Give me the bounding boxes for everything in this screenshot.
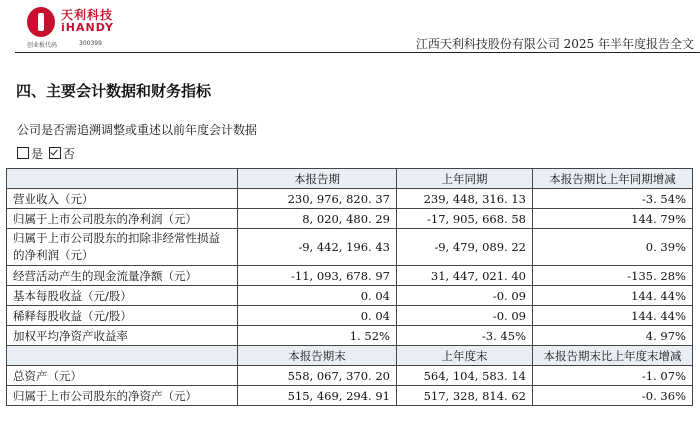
row-label: 归属于上市公司股东的净利润（元） <box>7 209 238 229</box>
cell-value: 0. 39% <box>533 229 693 266</box>
cell-value: 558, 067, 370. 20 <box>238 366 397 386</box>
table-row <box>7 189 693 209</box>
cell-value: 144. 79% <box>533 209 693 229</box>
header-cell <box>7 169 238 189</box>
cell-value: 1. 52% <box>238 326 397 346</box>
row-label: 归属于上市公司股东的净资产（元） <box>7 386 238 406</box>
table-row <box>7 266 693 286</box>
cell-value: 230, 976, 820. 37 <box>238 189 397 209</box>
table2-header-row <box>7 346 693 366</box>
cell-value: 0. 04 <box>238 306 397 326</box>
table-row <box>7 366 693 386</box>
cell-value: -9, 442, 196. 43 <box>238 229 397 266</box>
table1-header-row <box>7 169 693 189</box>
cell-value: -3. 45% <box>397 326 533 346</box>
row-label: 归属于上市公司股东的扣除非经常性损益的净利润（元） <box>7 229 238 266</box>
page-header <box>0 0 700 56</box>
header-cell: 上年度末 <box>397 346 533 366</box>
table-row <box>7 386 693 406</box>
cell-value: 8, 020, 480. 29 <box>238 209 397 229</box>
cell-value: -17, 905, 668. 58 <box>397 209 533 229</box>
table-row <box>7 229 693 266</box>
cell-value: -9, 479, 089. 22 <box>397 229 533 266</box>
row-label: 稀释每股收益（元/股） <box>7 306 238 326</box>
header-cell <box>7 346 238 366</box>
header-divider <box>15 52 700 53</box>
row-label: 基本每股收益（元/股） <box>7 286 238 306</box>
cell-value: -0. 09 <box>397 306 533 326</box>
board-label: 创业板代码 <box>27 42 58 49</box>
company-logo <box>27 5 117 49</box>
cell-value: 239, 448, 316. 13 <box>397 189 533 209</box>
cell-value: -0. 09 <box>397 286 533 306</box>
row-label: 总资产（元） <box>7 366 238 386</box>
header-cell: 上年同期 <box>397 169 533 189</box>
cell-value: 144. 44% <box>533 286 693 306</box>
cell-value: -0. 36% <box>533 386 693 406</box>
restatement-question: 公司是否需追溯调整或重述以前年度会计数据 <box>17 123 258 137</box>
section-title: 四、主要会计数据和财务指标 <box>16 82 212 100</box>
option-yes-label: 是 <box>31 147 44 161</box>
logo-cn-text: 天利科技 <box>61 8 114 22</box>
cell-value: -135. 28% <box>533 266 693 286</box>
header-cell: 本报告期 <box>238 169 397 189</box>
cell-value: 144. 44% <box>533 306 693 326</box>
cell-value: 515, 469, 294. 91 <box>238 386 397 406</box>
cell-value: 517, 328, 814. 62 <box>397 386 533 406</box>
checkbox-no[interactable] <box>49 147 61 159</box>
stock-code: 300399 <box>79 40 102 47</box>
cell-value: 564, 104, 583. 14 <box>397 366 533 386</box>
table-row <box>7 306 693 326</box>
cell-value: 31, 447, 021. 40 <box>397 266 533 286</box>
row-label: 营业收入（元） <box>7 189 238 209</box>
cell-value: -1. 07% <box>533 366 693 386</box>
table-row <box>7 326 693 346</box>
row-label: 加权平均净资产收益率 <box>7 326 238 346</box>
restatement-options <box>17 145 75 162</box>
option-no[interactable] <box>49 147 75 161</box>
logo-en-text: iHANDY <box>61 21 114 34</box>
header-cell: 本报告期末 <box>238 346 397 366</box>
financial-data-table <box>6 168 693 406</box>
checkbox-yes[interactable] <box>17 147 29 159</box>
table-row <box>7 286 693 306</box>
option-yes[interactable] <box>17 147 43 161</box>
row-label: 经营活动产生的现金流量净额（元） <box>7 266 238 286</box>
header-cell: 本报告期比上年同期增减 <box>533 169 693 189</box>
logo-mark-icon <box>27 7 55 37</box>
option-no-label: 否 <box>62 147 75 161</box>
header-cell: 本报告期末比上年度末增减 <box>533 346 693 366</box>
document-title: 江西天利科技股份有限公司 2025 年半年度报告全文 <box>415 37 694 51</box>
cell-value: -11, 093, 678. 97 <box>238 266 397 286</box>
cell-value: -3. 54% <box>533 189 693 209</box>
cell-value: 0. 04 <box>238 286 397 306</box>
table-row <box>7 209 693 229</box>
cell-value: 4. 97% <box>533 326 693 346</box>
